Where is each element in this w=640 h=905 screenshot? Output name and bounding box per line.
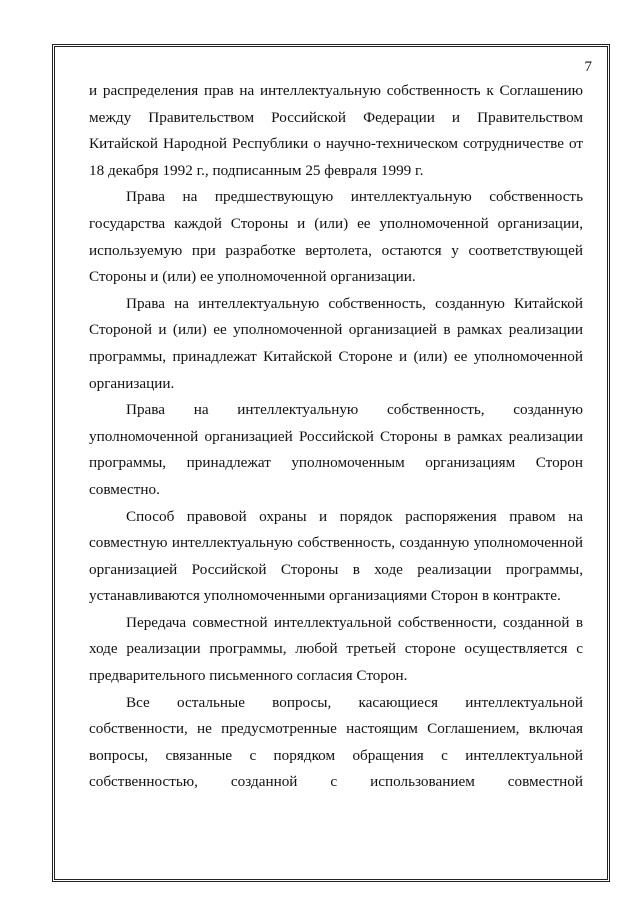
document-body	[89, 78, 583, 796]
paragraph-5: Способ правовой охраны и порядок распоряжения правом на совместную интеллектуальную собственность, созданную уполномоченной организацией Российской Стороны в ходе реализации программы, устанавливаются уполномоченными организациями Сторон в контракте.	[89, 507, 583, 605]
paragraph-6: Передача совместной интеллектуальной собственности, созданной в ходе реализации программы, любой третьей стороне осуществляется с предварительного письменного согласия Сторон.	[89, 613, 583, 685]
paragraph-2: Права на предшествующую интеллектуальную собственность государства каждой Стороны и (или) ее уполномоченной организации, используемую при разработке вертолета, остаются у соответствующей Стороны и (или) ее уполномоченной организации.	[89, 188, 583, 286]
paragraph-4: Права на интеллектуальную собственность, созданную уполномоченной организацией Российской Стороны в рамках реализации программы, принадлежат уполномоченным организациям Сторон совместно.	[89, 401, 583, 498]
paragraph-1: и распределения прав на интеллектуальную собственность к Соглашению между Правительством Российской Федерации и Правительством Китайской Народной Республики о научно-техническом сотрудничестве от 18 декабря 1992 г., подписанным 25 февраля 1999 г.	[89, 82, 583, 179]
page-number: 7	[584, 59, 592, 75]
paragraph-3: Права на интеллектуальную собственность, созданную Китайской Стороной и (или) ее уполномоченной организацией в рамках реализации программы, принадлежат Китайской Стороне и (или) ее уполномоченной организации.	[89, 294, 583, 392]
paragraph-7: Все остальные вопросы, касающиеся интеллектуальной собственности, не предусмотренные настоящим Соглашением, включая вопросы, связанные с порядком обращения с интеллектуальной собственностью, созданной с использованием совместной	[89, 693, 583, 791]
